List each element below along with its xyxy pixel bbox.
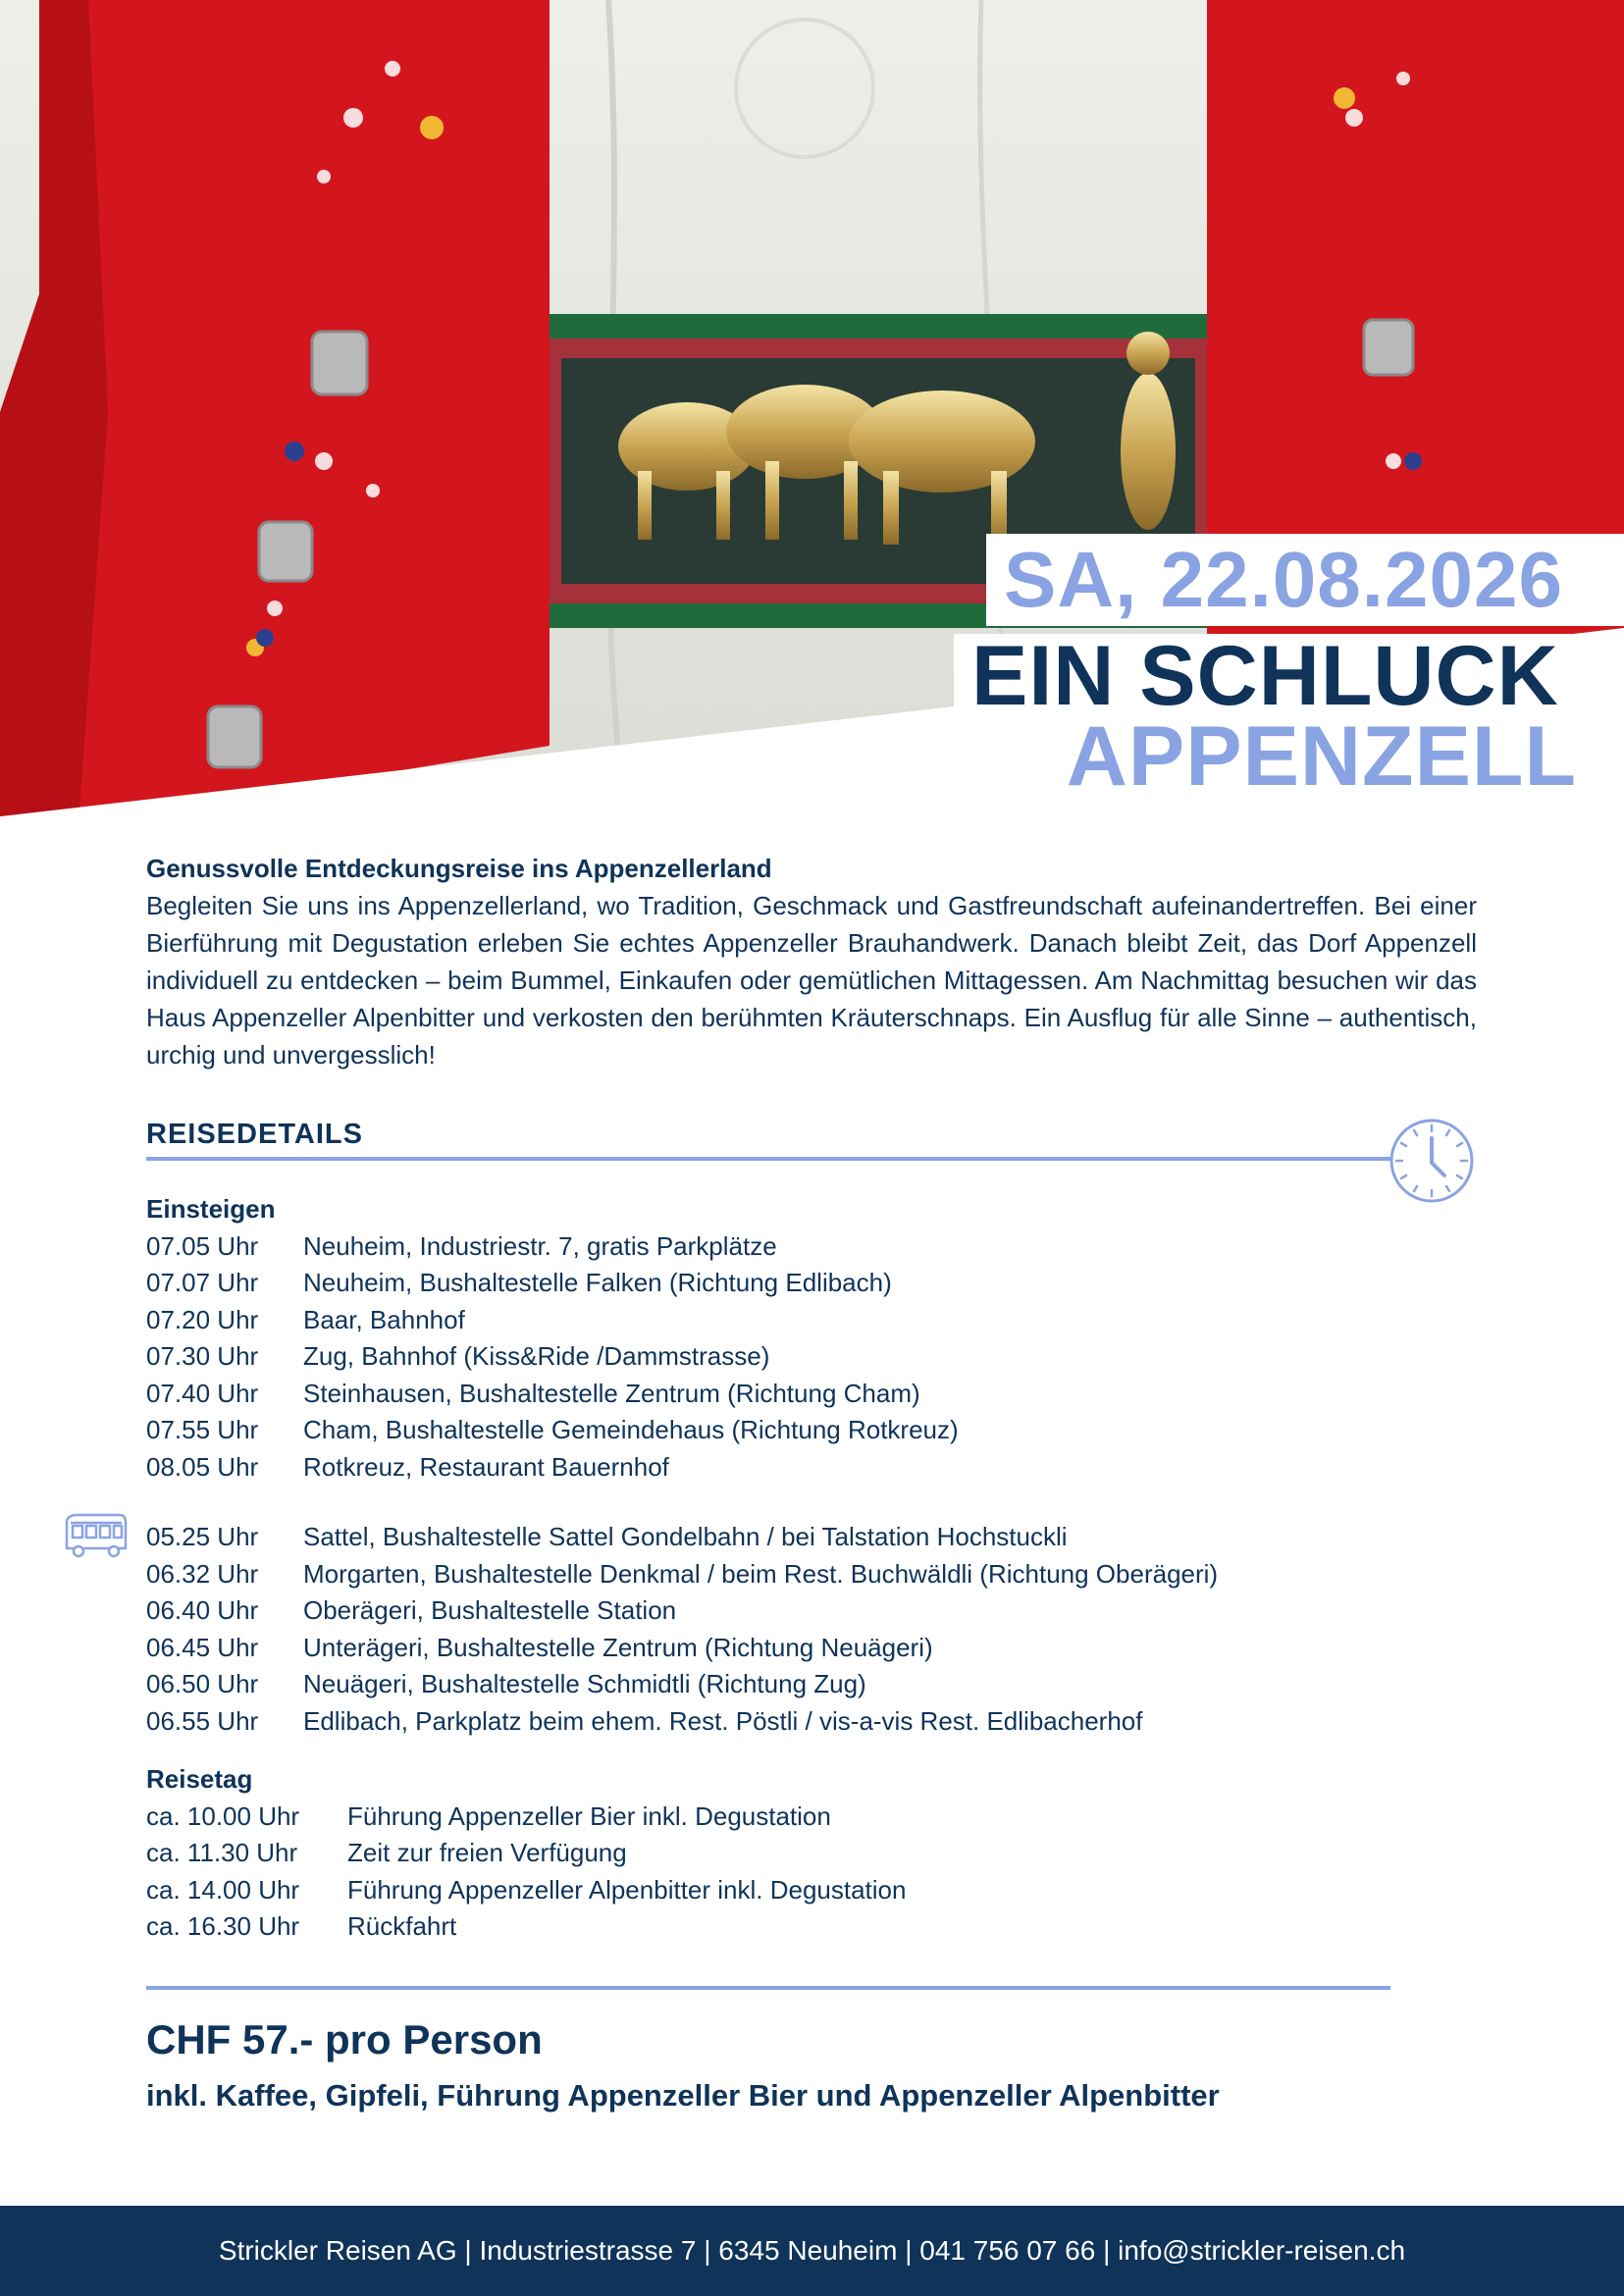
- itinerary-row: ca. 11.30 Uhr Zeit zur freien Verfügung: [146, 1838, 627, 1867]
- title-line-2: APPENZELL: [1066, 709, 1577, 804]
- itinerary-row: ca. 16.30 Uhr Rückfahrt: [146, 1911, 457, 1941]
- event-date: SA, 22.08.2026: [1004, 536, 1563, 623]
- date-banner: [986, 534, 1624, 626]
- price-includes: inkl. Kaffee, Gipfeli, Führung Appenzeller Bier und Appenzeller Alpenbitter: [146, 2078, 1220, 2113]
- clock-icon: [1388, 1117, 1476, 1205]
- intro-heading: Genussvolle Entdeckungsreise ins Appenzellerland: [146, 854, 772, 883]
- boarding-label: Einsteigen: [146, 1194, 276, 1224]
- section-title-details: REISEDETAILS: [146, 1119, 363, 1150]
- boarding-block: [146, 1191, 959, 1486]
- boarding-block-alt: [146, 1519, 1218, 1740]
- stop-row: 07.20 Uhr Baar, Bahnhof: [146, 1304, 465, 1334]
- intro-section: [146, 850, 1477, 1073]
- bus-icon: [63, 1511, 130, 1560]
- stop-row: 06.45 Uhr Unterägeri, Bushaltestelle Zentrum (Richtung Neuägeri): [146, 1632, 933, 1662]
- stop-row: 07.30 Uhr Zug, Bahnhof (Kiss&Ride /Dammstrasse): [146, 1341, 770, 1371]
- price-divider: [146, 1986, 1390, 1990]
- stop-row: 07.55 Uhr Cham, Bushaltestelle Gemeindehaus (Richtung Rotkreuz): [146, 1415, 959, 1444]
- stop-row: 07.07 Uhr Neuheim, Bushaltestelle Falken (Richtung Edlibach): [146, 1268, 892, 1297]
- itinerary-block: [146, 1761, 906, 1946]
- stop-row: 06.55 Uhr Edlibach, Parkplatz beim ehem. Rest. Pöstli / vis-a-vis Rest. Edlibacherhof: [146, 1705, 1143, 1736]
- footer-contact: Strickler Reisen AG | Industriestrasse 7 | 6345 Neuheim | 041 756 07 66 | info@strickler-reisen.ch: [218, 2235, 1406, 2266]
- itinerary-row: ca. 14.00 Uhr Führung Appenzeller Alpenbitter inkl. Degustation: [146, 1874, 907, 1905]
- footer-bar: [0, 2206, 1624, 2296]
- stop-row: 08.05 Uhr Rotkreuz, Restaurant Bauernhof: [146, 1451, 669, 1482]
- price-main: CHF 57.- pro Person: [146, 2016, 543, 2062]
- stop-row: 07.40 Uhr Steinhausen, Bushaltestelle Zentrum (Richtung Cham): [146, 1378, 920, 1408]
- section-divider: [146, 1157, 1390, 1161]
- stop-row: 07.05 Uhr Neuheim, Industriestr. 7, gratis Parkplätze: [146, 1230, 777, 1261]
- stop-row: 06.32 Uhr Morgarten, Bushaltestelle Denkmal / beim Rest. Buchwäldli (Richtung Oberägeri): [146, 1558, 1219, 1589]
- itinerary-label: Reisetag: [146, 1764, 253, 1794]
- title-line-1: EIN SCHLUCK: [971, 629, 1559, 723]
- stop-row: 05.25 Uhr Sattel, Bushaltestelle Sattel Gondelbahn / bei Talstation Hochstuckli: [146, 1522, 1068, 1551]
- stop-row: 06.50 Uhr Neuägeri, Bushaltestelle Schmidtli (Richtung Zug): [146, 1669, 866, 1698]
- itinerary-row: ca. 10.00 Uhr Führung Appenzeller Bier inkl. Degustation: [146, 1800, 831, 1831]
- intro-text: Begleiten Sie uns ins Appenzellerland, wo Tradition, Geschmack und Gastfreundschaft aufeinandertreffen. Bei einer Bierführung mit Degustation erleben Sie echtes Appenzeller Brauhandwerk. Danach bleibt Zeit, das Dorf Appenzell individuell zu entdecken – beim Bummel, Einkaufen oder gemütlichen Mittagessen. Am Nachmittag besuchen wir das Haus Appenzeller Alpenbitter und verkosten den berühmten Kräuterschnaps. Ein Ausflug für alle Sinne – authentisch, urchig und unvergesslich!: [146, 891, 1477, 1070]
- stop-row: 06.40 Uhr Oberägeri, Bushaltestelle Station: [146, 1595, 677, 1625]
